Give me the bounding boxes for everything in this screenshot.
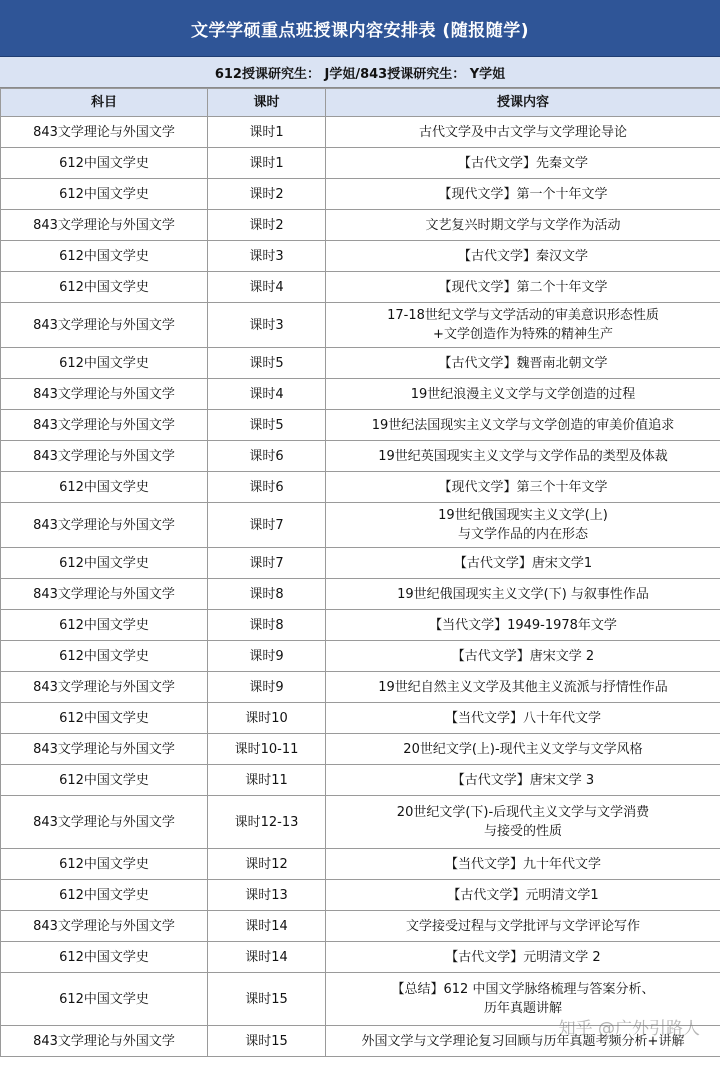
subject-cell: 612中国文学史 — [1, 641, 208, 672]
content-cell — [326, 272, 720, 303]
table-body — [1, 117, 720, 1057]
subject-cell: 612中国文学史 — [1, 272, 208, 303]
content-line: 【古代文学】唐宋文学 3 — [451, 772, 595, 788]
content-cell — [326, 179, 720, 210]
lesson-cell: 课时15 — [208, 1026, 326, 1057]
lesson-cell: 课时12-13 — [208, 796, 326, 849]
subject-cell: 843文学理论与外国文学 — [1, 1026, 208, 1057]
content-line: 【当代文学】九十年代文学 — [444, 856, 601, 872]
content-line: 20世纪文学(下)-后现代主义文学与文学消费 — [396, 805, 650, 820]
content-line: 【古代文学】元明清文学 2 — [445, 949, 601, 965]
content-cell — [326, 641, 720, 672]
subject-cell: 612中国文学史 — [1, 849, 208, 880]
content-cell — [326, 849, 720, 880]
table-row — [1, 672, 720, 703]
content-cell — [326, 303, 720, 348]
content-line: 与接受的性质 — [483, 824, 562, 839]
lesson-cell: 课时9 — [208, 641, 326, 672]
table-row — [1, 765, 720, 796]
content-line: 【古代文学】唐宋文学1 — [453, 555, 593, 571]
header-content: 授课内容 — [326, 89, 720, 117]
content-line: 与文学作品的内在形态 — [457, 527, 588, 542]
content-line: 20世纪文学(上)-现代主义文学与文学风格 — [403, 741, 643, 757]
table-row — [1, 272, 720, 303]
content-line: 【现代文学】第三个十年文学 — [438, 479, 608, 495]
subject-cell: 612中国文学史 — [1, 703, 208, 734]
lesson-cell: 课时1 — [208, 117, 326, 148]
lesson-cell: 课时14 — [208, 942, 326, 973]
content-cell — [326, 734, 720, 765]
table-header — [1, 89, 720, 117]
content-cell — [326, 942, 720, 973]
content-cell — [326, 880, 720, 911]
teacher-info: 612授课研究生： J学姐/843授课研究生： Y学姐 — [0, 57, 720, 88]
content-line: 【古代文学】唐宋文学 2 — [451, 648, 595, 664]
content-line: 19世纪法国现实主义文学与文学创造的审美价值追求 — [371, 417, 675, 433]
lesson-cell: 课时4 — [208, 379, 326, 410]
lesson-cell: 课时2 — [208, 210, 326, 241]
subject-cell: 843文学理论与外国文学 — [1, 410, 208, 441]
content-cell — [326, 472, 720, 503]
lesson-cell: 课时15 — [208, 973, 326, 1026]
lesson-cell: 课时3 — [208, 303, 326, 348]
table-row — [1, 503, 720, 548]
content-cell — [326, 765, 720, 796]
content-cell — [326, 117, 720, 148]
table-row — [1, 241, 720, 272]
subject-cell: 612中国文学史 — [1, 765, 208, 796]
lesson-cell: 课时5 — [208, 348, 326, 379]
subject-cell: 843文学理论与外国文学 — [1, 117, 208, 148]
content-line: 19世纪自然主义文学及其他主义流派与抒情性作品 — [378, 679, 668, 695]
subject-cell: 843文学理论与外国文学 — [1, 911, 208, 942]
content-cell — [326, 1026, 720, 1057]
lesson-cell: 课时14 — [208, 911, 326, 942]
table-row — [1, 348, 720, 379]
header-subject: 科目 — [1, 89, 208, 117]
content-cell — [326, 148, 720, 179]
lesson-cell: 课时8 — [208, 579, 326, 610]
subject-cell: 843文学理论与外国文学 — [1, 672, 208, 703]
table-row — [1, 880, 720, 911]
subject-cell: 843文学理论与外国文学 — [1, 303, 208, 348]
lesson-cell: 课时3 — [208, 241, 326, 272]
table-row — [1, 410, 720, 441]
subject-cell: 843文学理论与外国文学 — [1, 210, 208, 241]
table-row — [1, 303, 720, 348]
content-line: 17-18世纪文学与文学活动的审美意识形态性质 — [387, 308, 659, 323]
content-line: 外国文学与文学理论复习回顾与历年真题考频分析+讲解 — [361, 1033, 685, 1049]
subject-cell: 612中国文学史 — [1, 179, 208, 210]
lesson-cell: 课时8 — [208, 610, 326, 641]
table-row — [1, 641, 720, 672]
lesson-cell: 课时6 — [208, 472, 326, 503]
table-row — [1, 973, 720, 1026]
subject-cell: 843文学理论与外国文学 — [1, 734, 208, 765]
content-line: 19世纪俄国现实主义文学(上) — [438, 508, 608, 523]
page-title: 文学学硕重点班授课内容安排表 (随报随学) — [0, 0, 720, 57]
content-cell — [326, 911, 720, 942]
lesson-cell: 课时6 — [208, 441, 326, 472]
table-row — [1, 148, 720, 179]
lesson-cell: 课时10 — [208, 703, 326, 734]
table-row — [1, 379, 720, 410]
content-line: 【古代文学】元明清文学1 — [447, 887, 599, 903]
table-row — [1, 796, 720, 849]
table-row — [1, 911, 720, 942]
table-row — [1, 210, 720, 241]
lesson-cell: 课时2 — [208, 179, 326, 210]
lesson-cell: 课时13 — [208, 880, 326, 911]
content-line: 【总结】612 中国文学脉络梳理与答案分析、 — [391, 982, 655, 997]
content-line: 【古代文学】秦汉文学 — [457, 248, 588, 264]
content-line: 【古代文学】先秦文学 — [457, 155, 588, 171]
subject-cell: 612中国文学史 — [1, 241, 208, 272]
subject-cell: 612中国文学史 — [1, 942, 208, 973]
content-cell — [326, 796, 720, 849]
content-line: 19世纪英国现实主义文学与文学作品的类型及体裁 — [378, 448, 668, 464]
table-row — [1, 179, 720, 210]
subject-cell: 612中国文学史 — [1, 610, 208, 641]
lesson-cell: 课时4 — [208, 272, 326, 303]
content-cell — [326, 579, 720, 610]
watermark: 知乎 @广外引路人 — [558, 1019, 700, 1039]
lesson-cell: 课时5 — [208, 410, 326, 441]
content-line: 历年真题讲解 — [483, 1001, 562, 1016]
lesson-cell: 课时11 — [208, 765, 326, 796]
content-cell — [326, 703, 720, 734]
content-line: +文学创造作为特殊的精神生产 — [433, 327, 613, 342]
subject-cell: 612中国文学史 — [1, 973, 208, 1026]
content-line: 【现代文学】第二个十年文学 — [438, 279, 608, 295]
table-row — [1, 548, 720, 579]
subject-cell: 612中国文学史 — [1, 472, 208, 503]
lesson-cell: 课时7 — [208, 548, 326, 579]
content-line: 文艺复兴时期文学与文学作为活动 — [425, 217, 621, 233]
content-cell — [326, 672, 720, 703]
header-row — [1, 89, 720, 117]
table-row — [1, 942, 720, 973]
table-row — [1, 703, 720, 734]
lesson-cell: 课时9 — [208, 672, 326, 703]
content-cell — [326, 503, 720, 548]
table-row — [1, 441, 720, 472]
content-line: 【古代文学】魏晋南北朝文学 — [438, 355, 608, 371]
content-line: 【当代文学】1949-1978年文学 — [429, 617, 617, 633]
header-lesson: 课时 — [208, 89, 326, 117]
content-cell — [326, 348, 720, 379]
subject-cell: 843文学理论与外国文学 — [1, 379, 208, 410]
content-line: 古代文学及中古文学与文学理论导论 — [418, 124, 627, 140]
content-line: 文学接受过程与文学批评与文学评论写作 — [405, 918, 640, 934]
schedule-table — [0, 88, 720, 1057]
table-row — [1, 734, 720, 765]
content-cell — [326, 241, 720, 272]
subject-cell: 843文学理论与外国文学 — [1, 579, 208, 610]
table-row — [1, 1026, 720, 1057]
table-row — [1, 579, 720, 610]
content-line: 【现代文学】第一个十年文学 — [438, 186, 608, 202]
subject-cell: 612中国文学史 — [1, 880, 208, 911]
content-line: 【当代文学】八十年代文学 — [444, 710, 601, 726]
content-cell — [326, 610, 720, 641]
subject-cell: 843文学理论与外国文学 — [1, 441, 208, 472]
subject-cell: 843文学理论与外国文学 — [1, 796, 208, 849]
table-row — [1, 849, 720, 880]
lesson-cell: 课时1 — [208, 148, 326, 179]
table-row — [1, 472, 720, 503]
content-cell — [326, 410, 720, 441]
lesson-cell: 课时7 — [208, 503, 326, 548]
content-line: 19世纪俄国现实主义文学(下) 与叙事性作品 — [397, 586, 649, 602]
content-cell — [326, 973, 720, 1026]
lesson-cell: 课时12 — [208, 849, 326, 880]
table-row — [1, 610, 720, 641]
subject-cell: 612中国文学史 — [1, 348, 208, 379]
table-row — [1, 117, 720, 148]
content-cell — [326, 210, 720, 241]
content-cell — [326, 379, 720, 410]
content-cell — [326, 441, 720, 472]
subject-cell: 612中国文学史 — [1, 148, 208, 179]
subject-cell: 843文学理论与外国文学 — [1, 503, 208, 548]
lesson-cell: 课时10-11 — [208, 734, 326, 765]
subject-cell: 612中国文学史 — [1, 548, 208, 579]
content-cell — [326, 548, 720, 579]
content-line: 19世纪浪漫主义文学与文学创造的过程 — [410, 386, 636, 402]
